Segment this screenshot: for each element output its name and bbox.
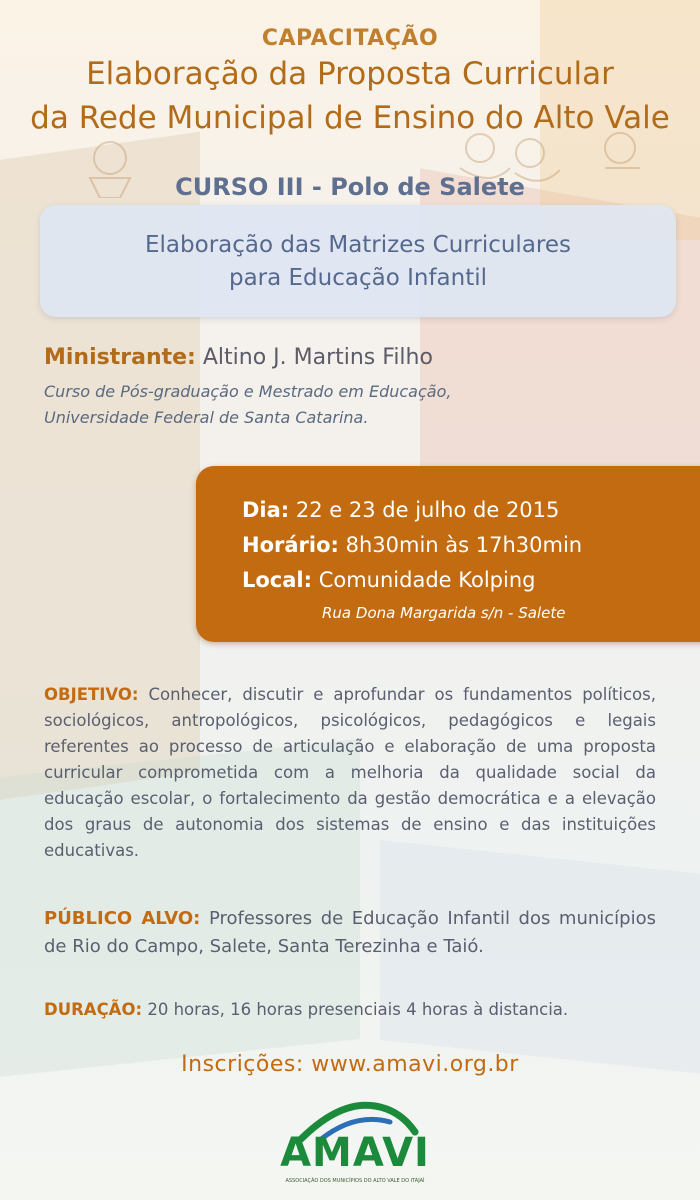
page-title-line-1: Elaboração da Proposta Curricular	[86, 56, 614, 92]
event-time	[242, 533, 582, 557]
logo-name: AMAVI	[280, 1130, 430, 1176]
objective-paragraph	[44, 682, 656, 864]
location-label: Local:	[242, 568, 313, 592]
objective-label: OBJETIVO:	[44, 685, 139, 704]
event-address: Rua Dona Margarida s/n - Salete	[322, 604, 566, 622]
location-value: Comunidade Kolping	[318, 568, 536, 592]
date-value: 22 e 23 de julho de 2015	[295, 498, 560, 522]
ministrante-credential-2: Universidade Federal de Santa Catarina.	[44, 408, 369, 427]
ministrante-name: Altino J. Martins Filho	[202, 345, 433, 370]
duration-paragraph	[44, 997, 656, 1023]
course-heading: CURSO III - Polo de Salete	[175, 173, 525, 201]
time-value: 8h30min às 17h30min	[345, 533, 583, 557]
audience-label: PÚBLICO ALVO:	[44, 908, 201, 929]
duration-label: DURAÇÃO:	[44, 1000, 143, 1019]
ministrante-line	[44, 345, 433, 370]
event-date	[242, 498, 559, 522]
logo-subtitle: ASSOCIAÇÃO DOS MUNICÍPIOS DO ALTO VALE DO ITAJAÍ	[285, 1178, 425, 1184]
page-title-line-2: da Rede Municipal de Ensino do Alto Vale	[30, 100, 670, 136]
registration-link[interactable]: Inscrições: www.amavi.org.br	[181, 1052, 519, 1077]
audience-paragraph	[44, 905, 656, 961]
theme-box	[40, 205, 676, 317]
time-label: Horário:	[242, 533, 339, 557]
ministrante-label: Ministrante:	[44, 345, 196, 370]
event-details-box	[196, 466, 700, 642]
event-location	[242, 568, 535, 592]
theme-line-1: Elaboração das Matrizes Curriculares	[145, 232, 571, 258]
objective-text: Conhecer, discutir e aprofundar os fundamentos políticos, sociológicos, antropológicos, psicológicos, pedagógicos e legais referentes ao processo de articulação e elaboração de uma proposta curricular comprometida com a melhoria da qualidade social da educação escolar, o fortalecimento da gestão democrática e a elevação dos graus de autonomia dos sistemas de ensino e das instituições educativas.	[44, 685, 656, 860]
ministrante-credential-1: Curso de Pós-graduação e Mestrado em Educação,	[44, 382, 452, 401]
theme-line-2: para Educação Infantil	[228, 265, 488, 291]
eyebrow-label: CAPACITAÇÃO	[261, 26, 439, 51]
date-label: Dia:	[242, 498, 290, 522]
duration-text: 20 horas, 16 horas presenciais 4 horas à distancia.	[147, 1000, 569, 1019]
amavi-logo	[280, 1092, 430, 1192]
audience-text: Professores de Educação Infantil dos municípios de Rio do Campo, Salete, Santa Terezinha e Taió.	[44, 908, 656, 957]
